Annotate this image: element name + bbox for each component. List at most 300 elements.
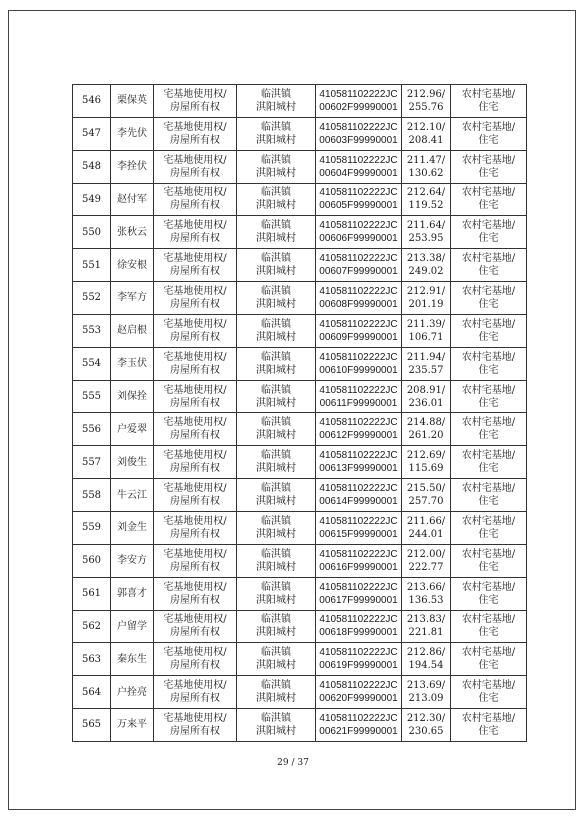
land-use-line: 住宅	[478, 693, 499, 705]
area-cell	[402, 314, 451, 347]
unit-code-line: 410581102222JC	[319, 351, 398, 363]
land-use-line: 农村宅基地/	[461, 483, 516, 495]
area-line: 212.00/	[406, 548, 446, 560]
location-cell	[237, 249, 316, 282]
right-type-line: 宅基地使用权/	[163, 220, 227, 232]
unit-code-cell	[316, 479, 402, 512]
unit-code-line: 410581102222JC	[319, 515, 398, 527]
unit-code-line: 410581102222JC	[319, 253, 398, 265]
right-type-line: 房屋所有权	[170, 200, 220, 212]
record-number-cell: 562	[73, 610, 111, 643]
right-type-line: 宅基地使用权/	[163, 154, 227, 166]
land-use-line: 住宅	[478, 266, 499, 278]
location-line: 淇阳城村	[256, 660, 296, 672]
land-use-cell	[451, 85, 527, 118]
location-line: 淇阳城村	[256, 200, 296, 212]
area-cell	[402, 446, 451, 479]
table-row	[73, 249, 527, 282]
land-use-line: 住宅	[478, 298, 499, 310]
location-line: 临淇镇	[261, 548, 291, 560]
location-line: 临淇镇	[261, 285, 291, 297]
owner-name-cell: 刘金生	[111, 511, 154, 544]
right-type-line: 宅基地使用权/	[163, 581, 227, 593]
land-use-cell	[451, 610, 527, 643]
right-type-cell	[154, 511, 237, 544]
unit-code-cell	[316, 249, 402, 282]
land-use-cell	[451, 183, 527, 216]
table-row	[73, 479, 527, 512]
land-use-line: 住宅	[478, 134, 499, 146]
property-rights-table	[72, 84, 527, 742]
owner-name-cell: 赵启根	[111, 314, 154, 347]
location-line: 淇阳城村	[256, 496, 296, 508]
location-line: 淇阳城村	[256, 725, 296, 737]
location-line: 临淇镇	[261, 121, 291, 133]
location-line: 淇阳城村	[256, 167, 296, 179]
unit-code-line: 00607F99990001	[319, 266, 398, 278]
location-line: 淇阳城村	[256, 594, 296, 606]
location-cell	[237, 643, 316, 676]
land-use-cell	[451, 347, 527, 380]
unit-code-line: 00605F99990001	[319, 200, 398, 212]
location-line: 临淇镇	[261, 647, 291, 659]
location-line: 临淇镇	[261, 187, 291, 199]
right-type-cell	[154, 249, 237, 282]
land-use-line: 住宅	[478, 725, 499, 737]
area-line: 214.88/	[406, 417, 446, 429]
area-line: 115.69	[408, 463, 444, 475]
location-cell	[237, 676, 316, 709]
area-line: 257.70	[408, 496, 444, 508]
unit-code-cell	[316, 446, 402, 479]
area-cell	[402, 249, 451, 282]
location-cell	[237, 380, 316, 413]
land-use-line: 农村宅基地/	[461, 417, 516, 429]
table-row	[73, 117, 527, 150]
land-use-line: 住宅	[478, 101, 499, 113]
right-type-line: 房屋所有权	[170, 463, 220, 475]
unit-code-line: 00606F99990001	[319, 233, 398, 245]
land-use-cell	[451, 446, 527, 479]
location-line: 临淇镇	[261, 253, 291, 265]
area-line: 255.76	[408, 101, 444, 113]
table-row	[73, 216, 527, 249]
table-row	[73, 347, 527, 380]
area-line: 249.02	[408, 266, 444, 278]
location-cell	[237, 446, 316, 479]
right-type-line: 房屋所有权	[170, 331, 220, 343]
location-cell	[237, 85, 316, 118]
location-line: 淇阳城村	[256, 364, 296, 376]
unit-code-line: 410581102222JC	[319, 384, 398, 396]
record-number-cell: 559	[73, 511, 111, 544]
area-line: 253.95	[408, 233, 444, 245]
location-cell	[237, 216, 316, 249]
area-line: 213.38/	[406, 253, 446, 265]
right-type-line: 宅基地使用权/	[163, 647, 227, 659]
unit-code-line: 410581102222JC	[319, 680, 398, 692]
unit-code-line: 410581102222JC	[319, 548, 398, 560]
right-type-line: 宅基地使用权/	[163, 253, 227, 265]
right-type-cell	[154, 643, 237, 676]
table-row	[73, 183, 527, 216]
area-line: 213.09	[408, 693, 444, 705]
unit-code-line: 00613F99990001	[319, 463, 398, 475]
owner-name-cell: 牛云江	[111, 479, 154, 512]
land-use-line: 农村宅基地/	[461, 450, 516, 462]
land-use-cell	[451, 282, 527, 315]
area-line: 261.20	[408, 430, 444, 442]
record-number-cell: 548	[73, 150, 111, 183]
area-line: 212.96/	[406, 88, 446, 100]
location-cell	[237, 511, 316, 544]
right-type-line: 房屋所有权	[170, 528, 220, 540]
right-type-line: 房屋所有权	[170, 561, 220, 573]
right-type-cell	[154, 577, 237, 610]
right-type-cell	[154, 85, 237, 118]
area-cell	[402, 216, 451, 249]
right-type-line: 宅基地使用权/	[163, 318, 227, 330]
right-type-line: 房屋所有权	[170, 397, 220, 409]
unit-code-line: 410581102222JC	[319, 285, 398, 297]
area-cell	[402, 511, 451, 544]
land-use-cell	[451, 676, 527, 709]
land-use-line: 农村宅基地/	[461, 285, 516, 297]
area-cell	[402, 709, 451, 742]
unit-code-line: 00618F99990001	[319, 627, 398, 639]
location-cell	[237, 150, 316, 183]
unit-code-cell	[316, 314, 402, 347]
area-line: 215.50/	[406, 483, 446, 495]
record-number-cell: 555	[73, 380, 111, 413]
location-line: 临淇镇	[261, 154, 291, 166]
unit-code-cell	[316, 216, 402, 249]
location-cell	[237, 610, 316, 643]
table-row	[73, 676, 527, 709]
area-cell	[402, 183, 451, 216]
location-line: 淇阳城村	[256, 693, 296, 705]
area-cell	[402, 676, 451, 709]
area-line: 212.30/	[406, 712, 446, 724]
land-use-line: 住宅	[478, 496, 499, 508]
unit-code-cell	[316, 347, 402, 380]
location-cell	[237, 183, 316, 216]
right-type-line: 房屋所有权	[170, 233, 220, 245]
record-number-cell: 547	[73, 117, 111, 150]
right-type-line: 宅基地使用权/	[163, 187, 227, 199]
location-line: 淇阳城村	[256, 463, 296, 475]
unit-code-line: 00608F99990001	[319, 298, 398, 310]
unit-code-line: 00609F99990001	[319, 331, 398, 343]
owner-name-cell: 秦东生	[111, 643, 154, 676]
record-number-cell: 554	[73, 347, 111, 380]
location-line: 淇阳城村	[256, 233, 296, 245]
right-type-line: 房屋所有权	[170, 298, 220, 310]
table-row	[73, 643, 527, 676]
unit-code-line: 00615F99990001	[319, 528, 398, 540]
area-line: 235.57	[408, 364, 444, 376]
unit-code-cell	[316, 643, 402, 676]
owner-name-cell: 刘保拴	[111, 380, 154, 413]
unit-code-line: 410581102222JC	[319, 417, 398, 429]
right-type-line: 宅基地使用权/	[163, 614, 227, 626]
unit-code-cell	[316, 117, 402, 150]
area-line: 213.66/	[406, 581, 446, 593]
record-number-cell: 551	[73, 249, 111, 282]
unit-code-cell	[316, 709, 402, 742]
location-line: 淇阳城村	[256, 134, 296, 146]
table-row	[73, 413, 527, 446]
location-line: 临淇镇	[261, 712, 291, 724]
page-number: 29 / 37	[277, 758, 309, 768]
land-use-line: 住宅	[478, 463, 499, 475]
unit-code-line: 00617F99990001	[319, 594, 398, 606]
unit-code-line: 410581102222JC	[319, 647, 398, 659]
land-use-line: 住宅	[478, 528, 499, 540]
land-use-cell	[451, 380, 527, 413]
unit-code-cell	[316, 610, 402, 643]
unit-code-cell	[316, 511, 402, 544]
area-line: 244.01	[408, 528, 444, 540]
owner-name-cell: 赵付军	[111, 183, 154, 216]
land-use-line: 农村宅基地/	[461, 88, 516, 100]
right-type-line: 宅基地使用权/	[163, 483, 227, 495]
owner-name-cell: 徐安根	[111, 249, 154, 282]
right-type-line: 房屋所有权	[170, 101, 220, 113]
owner-name-cell: 户拴亮	[111, 676, 154, 709]
right-type-line: 房屋所有权	[170, 430, 220, 442]
area-line: 130.62	[408, 167, 444, 179]
land-use-line: 农村宅基地/	[461, 154, 516, 166]
right-type-line: 房屋所有权	[170, 266, 220, 278]
land-use-cell	[451, 249, 527, 282]
area-cell	[402, 380, 451, 413]
unit-code-line: 00602F99990001	[319, 101, 398, 113]
land-use-line: 农村宅基地/	[461, 351, 516, 363]
record-number-cell: 564	[73, 676, 111, 709]
location-line: 临淇镇	[261, 318, 291, 330]
right-type-line: 宅基地使用权/	[163, 351, 227, 363]
unit-code-cell	[316, 282, 402, 315]
location-line: 淇阳城村	[256, 331, 296, 343]
area-line: 211.47/	[406, 154, 446, 166]
unit-code-line: 00619F99990001	[319, 660, 398, 672]
table-row	[73, 150, 527, 183]
record-number-cell: 563	[73, 643, 111, 676]
table-row	[73, 85, 527, 118]
land-use-cell	[451, 511, 527, 544]
record-number-cell: 553	[73, 314, 111, 347]
area-line: 212.86/	[406, 647, 446, 659]
area-cell	[402, 347, 451, 380]
right-type-line: 房屋所有权	[170, 660, 220, 672]
location-line: 临淇镇	[261, 384, 291, 396]
location-line: 淇阳城村	[256, 101, 296, 113]
right-type-line: 宅基地使用权/	[163, 285, 227, 297]
right-type-cell	[154, 380, 237, 413]
unit-code-line: 410581102222JC	[319, 712, 398, 724]
land-use-line: 住宅	[478, 627, 499, 639]
unit-code-line: 410581102222JC	[319, 450, 398, 462]
owner-name-cell: 张秋云	[111, 216, 154, 249]
table-row	[73, 282, 527, 315]
table-row	[73, 380, 527, 413]
unit-code-line: 410581102222JC	[319, 614, 398, 626]
location-line: 临淇镇	[261, 614, 291, 626]
location-cell	[237, 709, 316, 742]
table-row	[73, 544, 527, 577]
area-line: 236.01	[408, 397, 444, 409]
record-number-cell: 558	[73, 479, 111, 512]
land-use-line: 农村宅基地/	[461, 253, 516, 265]
location-line: 淇阳城村	[256, 528, 296, 540]
area-line: 230.65	[408, 725, 444, 737]
table-row	[73, 610, 527, 643]
unit-code-cell	[316, 183, 402, 216]
unit-code-line: 00611F99990001	[319, 397, 398, 409]
area-line: 194.54	[408, 660, 444, 672]
table-row	[73, 314, 527, 347]
unit-code-cell	[316, 85, 402, 118]
owner-name-cell: 刘俊生	[111, 446, 154, 479]
location-line: 临淇镇	[261, 680, 291, 692]
land-use-line: 农村宅基地/	[461, 187, 516, 199]
unit-code-line: 00604F99990001	[319, 167, 398, 179]
unit-code-line: 410581102222JC	[319, 220, 398, 232]
owner-name-cell: 户爱翠	[111, 413, 154, 446]
land-use-line: 农村宅基地/	[461, 581, 516, 593]
right-type-cell	[154, 282, 237, 315]
area-line: 212.10/	[406, 121, 446, 133]
area-cell	[402, 577, 451, 610]
right-type-line: 宅基地使用权/	[163, 450, 227, 462]
location-line: 临淇镇	[261, 88, 291, 100]
area-line: 222.77	[408, 561, 444, 573]
right-type-cell	[154, 150, 237, 183]
right-type-line: 房屋所有权	[170, 134, 220, 146]
location-line: 临淇镇	[261, 581, 291, 593]
land-use-cell	[451, 150, 527, 183]
right-type-cell	[154, 413, 237, 446]
location-line: 临淇镇	[261, 515, 291, 527]
record-number-cell: 556	[73, 413, 111, 446]
land-use-line: 农村宅基地/	[461, 121, 516, 133]
land-use-cell	[451, 544, 527, 577]
land-use-cell	[451, 314, 527, 347]
area-line: 211.39/	[406, 318, 446, 330]
area-line: 136.53	[408, 594, 444, 606]
record-number-cell: 561	[73, 577, 111, 610]
land-use-line: 住宅	[478, 594, 499, 606]
right-type-line: 宅基地使用权/	[163, 548, 227, 560]
record-number-cell: 552	[73, 282, 111, 315]
right-type-cell	[154, 676, 237, 709]
unit-code-line: 410581102222JC	[319, 88, 398, 100]
location-line: 临淇镇	[261, 220, 291, 232]
unit-code-line: 00620F99990001	[319, 693, 398, 705]
area-cell	[402, 85, 451, 118]
right-type-line: 宅基地使用权/	[163, 88, 227, 100]
land-use-line: 住宅	[478, 364, 499, 376]
location-line: 淇阳城村	[256, 430, 296, 442]
land-use-line: 农村宅基地/	[461, 220, 516, 232]
land-use-line: 住宅	[478, 430, 499, 442]
area-line: 212.91/	[406, 285, 446, 297]
area-line: 212.69/	[406, 450, 446, 462]
land-use-line: 住宅	[478, 167, 499, 179]
location-line: 淇阳城村	[256, 561, 296, 573]
table-row	[73, 709, 527, 742]
record-number-cell: 546	[73, 85, 111, 118]
unit-code-line: 00603F99990001	[319, 134, 398, 146]
land-use-cell	[451, 479, 527, 512]
right-type-line: 房屋所有权	[170, 627, 220, 639]
area-cell	[402, 413, 451, 446]
location-line: 淇阳城村	[256, 397, 296, 409]
table-row	[73, 511, 527, 544]
unit-code-line: 410581102222JC	[319, 483, 398, 495]
area-line: 119.52	[408, 200, 444, 212]
land-use-line: 住宅	[478, 561, 499, 573]
location-line: 临淇镇	[261, 450, 291, 462]
record-number-cell: 557	[73, 446, 111, 479]
right-type-line: 宅基地使用权/	[163, 384, 227, 396]
right-type-line: 宅基地使用权/	[163, 515, 227, 527]
unit-code-cell	[316, 544, 402, 577]
location-line: 淇阳城村	[256, 266, 296, 278]
record-number-cell: 549	[73, 183, 111, 216]
location-cell	[237, 577, 316, 610]
owner-name-cell: 李军方	[111, 282, 154, 315]
area-line: 201.19	[408, 298, 444, 310]
land-use-cell	[451, 413, 527, 446]
land-use-line: 农村宅基地/	[461, 712, 516, 724]
unit-code-line: 00616F99990001	[319, 561, 398, 573]
area-line: 211.66/	[406, 515, 446, 527]
unit-code-cell	[316, 577, 402, 610]
area-line: 212.64/	[406, 187, 446, 199]
unit-code-line: 00610F99990001	[319, 364, 398, 376]
right-type-cell	[154, 446, 237, 479]
table-row	[73, 577, 527, 610]
location-cell	[237, 347, 316, 380]
right-type-line: 房屋所有权	[170, 693, 220, 705]
unit-code-cell	[316, 380, 402, 413]
unit-code-line: 410581102222JC	[319, 121, 398, 133]
unit-code-line: 00614F99990001	[319, 496, 398, 508]
right-type-cell	[154, 709, 237, 742]
area-line: 208.91/	[406, 384, 446, 396]
location-line: 临淇镇	[261, 417, 291, 429]
land-use-line: 农村宅基地/	[461, 647, 516, 659]
land-use-line: 农村宅基地/	[461, 384, 516, 396]
record-number-cell: 565	[73, 709, 111, 742]
land-use-line: 农村宅基地/	[461, 515, 516, 527]
area-cell	[402, 479, 451, 512]
record-number-cell: 550	[73, 216, 111, 249]
right-type-line: 房屋所有权	[170, 496, 220, 508]
right-type-line: 宅基地使用权/	[163, 121, 227, 133]
right-type-line: 房屋所有权	[170, 725, 220, 737]
area-line: 211.64/	[406, 220, 446, 232]
unit-code-line: 410581102222JC	[319, 154, 398, 166]
area-cell	[402, 117, 451, 150]
unit-code-line: 410581102222JC	[319, 318, 398, 330]
right-type-cell	[154, 479, 237, 512]
land-use-line: 住宅	[478, 660, 499, 672]
area-line: 106.71	[408, 331, 444, 343]
unit-code-line: 410581102222JC	[319, 187, 398, 199]
